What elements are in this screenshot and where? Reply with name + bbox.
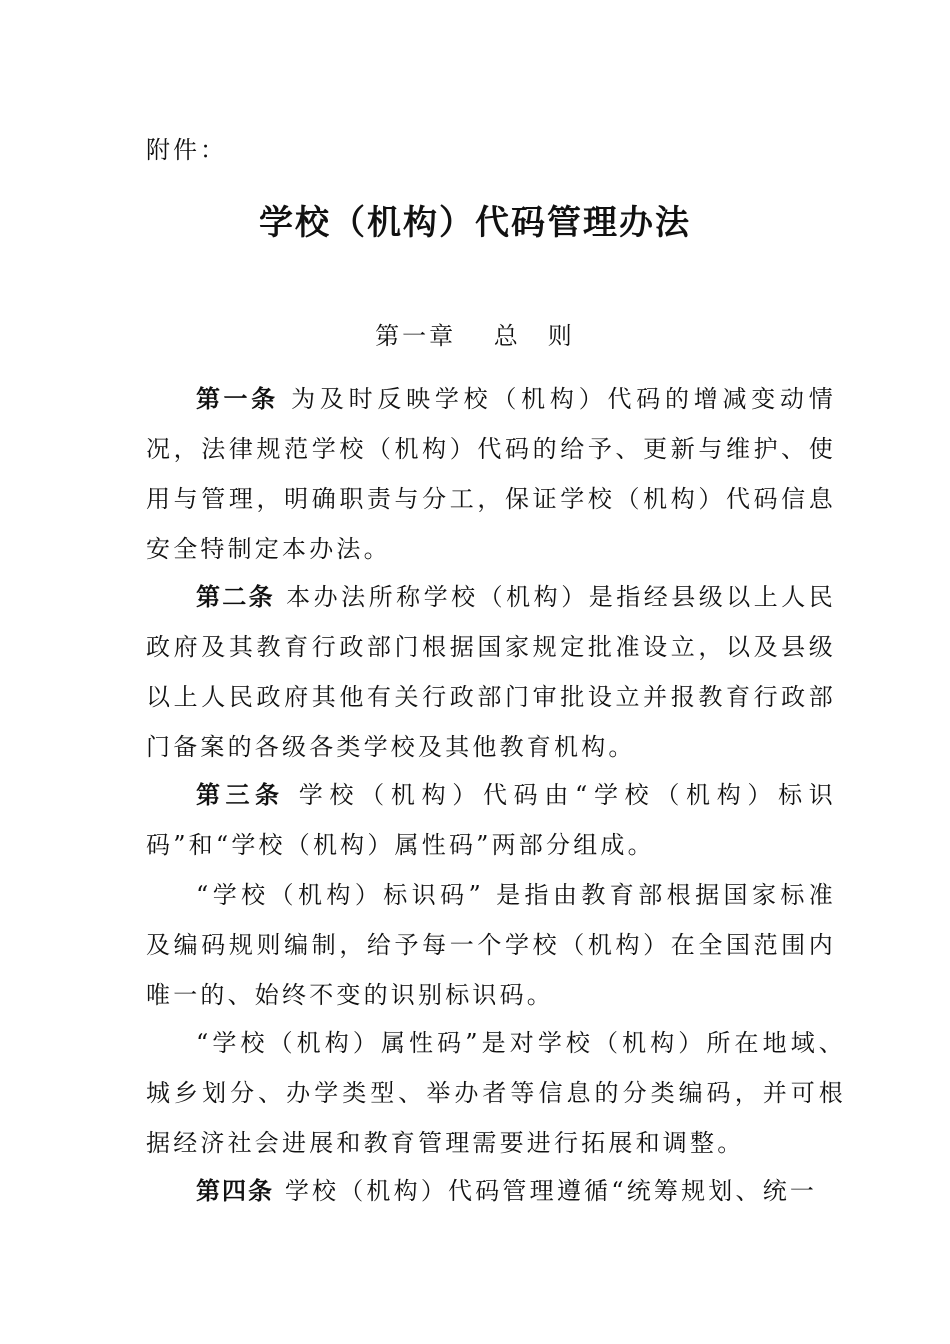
article-text: 为及时反映学校（机构）代码的增减变动情况，法律规范学校（机构）代码的给予、更新与维护、使用与管理，明确职责与分工，保证学校（机构）代码信息安全特制定本办法。 bbox=[146, 385, 836, 563]
article-paragraph bbox=[146, 374, 836, 574]
article-label: 第一条 bbox=[196, 385, 279, 413]
article-paragraph bbox=[146, 1166, 836, 1216]
article-label: 第四条 bbox=[196, 1177, 274, 1205]
article-text: 学校（机构）代码管理遵循“统筹规划、统一 bbox=[274, 1177, 818, 1205]
document-title: 学校（机构）代码管理办法 bbox=[259, 203, 691, 243]
article-paragraph bbox=[146, 770, 836, 870]
article-text: 学校（机构）代码由“学校（机构）标识码”和“学校（机构）属性码”两部分组成。 bbox=[146, 781, 837, 859]
article-label: 第二条 bbox=[196, 583, 275, 611]
article-paragraph bbox=[146, 572, 836, 772]
chapter-heading: 第一章 总 则 bbox=[375, 322, 575, 350]
attachment-label: 附件： bbox=[146, 136, 227, 164]
paragraph-text: “学校（机构）属性码”是对学校（机构）所在地域、城乡划分、办学类型、举办者等信息的分类编码，并可根据经济社会进展和教育管理需要进行拓展和调整。 bbox=[146, 1029, 846, 1157]
article-text: 本办法所称学校（机构）是指经县级以上人民政府及其教育行政部门根据国家规定批准设立，以及县级以上人民政府其他有关行政部门审批设立并报教育行政部门备案的各级各类学校及其他教育机构。 bbox=[146, 583, 837, 761]
body-paragraph bbox=[146, 1018, 846, 1168]
body-paragraph bbox=[146, 870, 836, 1020]
paragraph-text: “学校（机构）标识码” 是指由教育部根据国家标准及编码规则编制，给予每一个学校（机构）在全国范围内唯一的、始终不变的识别标识码。 bbox=[146, 881, 836, 1009]
article-label: 第三条 bbox=[196, 781, 285, 809]
